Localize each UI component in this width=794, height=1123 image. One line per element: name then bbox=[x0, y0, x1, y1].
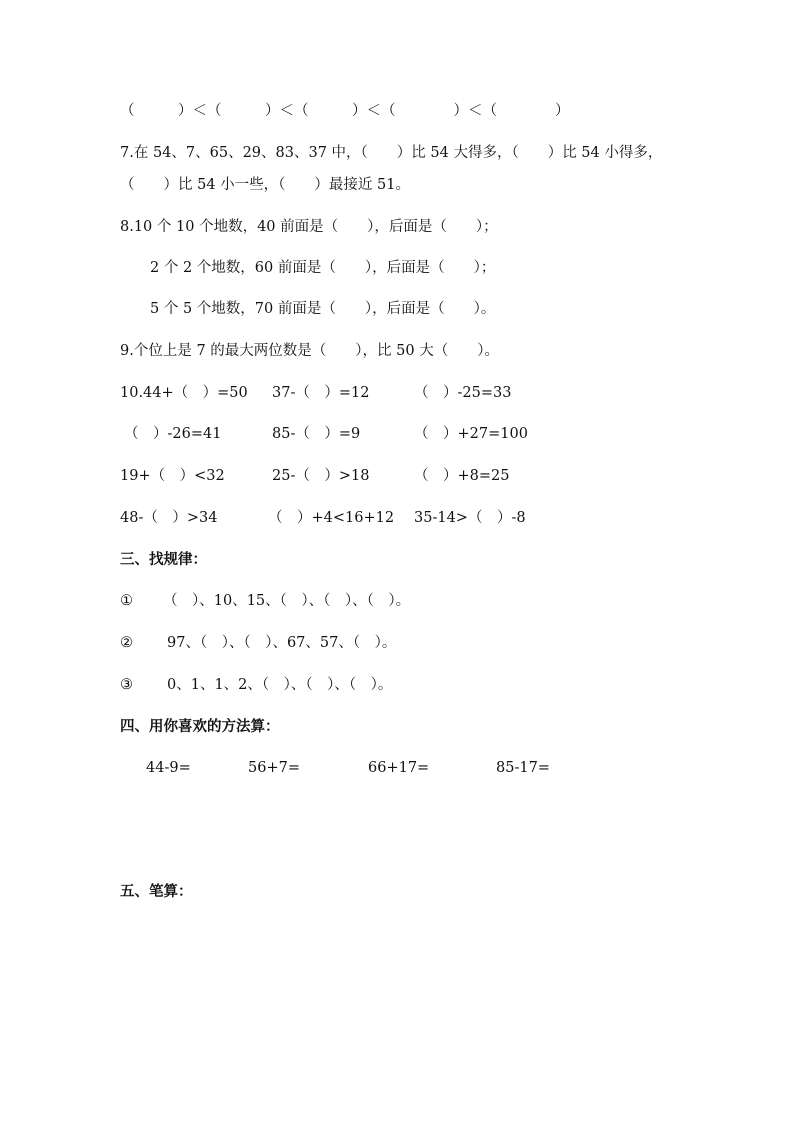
pattern-3-marker: ③ bbox=[120, 677, 133, 693]
pattern-2-marker: ② bbox=[120, 635, 133, 651]
question-7-line-2: （ ）比 54 小一些，（ ）最接近 51。 bbox=[120, 177, 410, 193]
pattern-3-text: 0、1、1、2、（ ）、（ ）、（ ）。 bbox=[167, 677, 393, 693]
question-7-line-1: 7.在 54、7、65、29、83、37 中，（ ）比 54 大得多，（ ）比 54 小得多， bbox=[120, 145, 663, 161]
q10-row4-col2: （ ）+4<16+12 bbox=[268, 510, 395, 526]
calc-problem-4: 85-17= bbox=[496, 760, 550, 776]
q10-row1-col3: （ ）-25=33 bbox=[414, 385, 512, 401]
q10-row4-col3: 35-14>（ ）-8 bbox=[414, 510, 526, 526]
q10-row1-col2: 37-（ ）=12 bbox=[272, 385, 370, 401]
q10-row2-col2: 85-（ ）=9 bbox=[272, 426, 361, 442]
calc-problem-2: 56+7= bbox=[248, 760, 300, 776]
question-9: 9.个位上是 7 的最大两位数是（ ），比 50 大（ ）。 bbox=[120, 343, 499, 359]
order-comparison-line: （ ）＜（ ）＜（ ）＜（ ）＜（ ） bbox=[120, 103, 570, 119]
q10-row2-col1: （ ）-26=41 bbox=[124, 426, 222, 442]
q10-row4-col1: 48-（ ）>34 bbox=[120, 510, 218, 526]
section-5-title: 五、笔算： bbox=[120, 884, 193, 900]
section-4-title: 四、用你喜欢的方法算： bbox=[120, 719, 280, 735]
question-8-line-1: 8.10 个 10 个地数，40 前面是（ ），后面是（ ）； bbox=[120, 219, 498, 235]
q10-row3-col1: 19+（ ）<32 bbox=[120, 468, 225, 484]
q10-row3-col2: 25-（ ）>18 bbox=[272, 468, 370, 484]
q10-row3-col3: （ ）+8=25 bbox=[414, 468, 510, 484]
pattern-1-marker: ① bbox=[120, 593, 133, 609]
q10-row2-col3: （ ）+27=100 bbox=[414, 426, 528, 442]
q10-row1-col1: 10.44+（ ）=50 bbox=[120, 385, 248, 401]
pattern-1-text: （ ）、10、15、（ ）、（ ）、（ ）。 bbox=[163, 593, 411, 609]
section-3-title: 三、找规律： bbox=[120, 552, 207, 568]
calc-problem-1: 44-9= bbox=[146, 760, 191, 776]
pattern-2-text: 97、（ ）、（ ）、67、57、（ ）。 bbox=[167, 635, 397, 651]
question-8-line-3: 5 个 5 个地数，70 前面是（ ），后面是（ ）。 bbox=[150, 301, 496, 317]
calc-problem-3: 66+17= bbox=[368, 760, 430, 776]
question-8-line-2: 2 个 2 个地数，60 前面是（ ），后面是（ ）； bbox=[150, 260, 496, 276]
